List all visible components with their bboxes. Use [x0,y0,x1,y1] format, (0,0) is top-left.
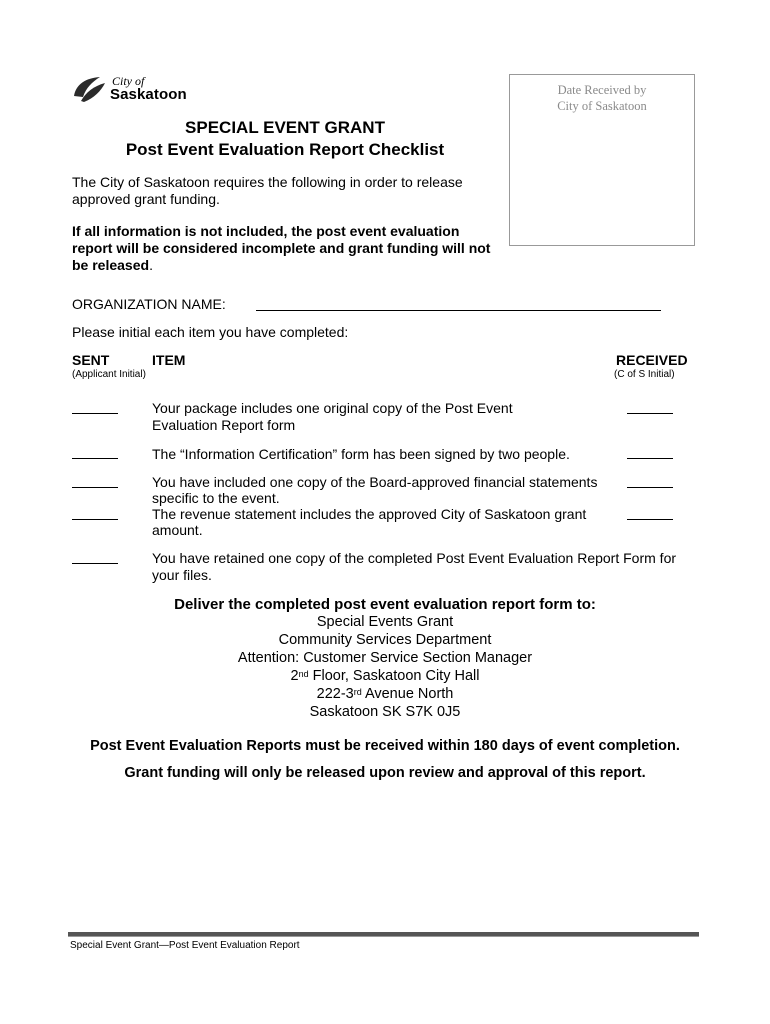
saskatoon-swoosh-icon [72,74,106,104]
item-4-line1: The revenue statement includes the approved City of Saskatoon grant [152,506,587,522]
header-sent-sub: (Applicant Initial) [72,369,146,380]
received-initial-field-3[interactable] [627,487,673,488]
logo-saskatoon: Saskatoon [110,86,187,103]
item-2-line1: The “Information Certification” form has been signed by two people. [152,446,570,462]
deliver-line4-rest: Floor, Saskatoon City Hall [308,668,480,684]
deliver-line4-num: 2 [290,668,299,684]
deliver-line1: Special Events Grant [316,614,454,630]
city-logo [72,74,202,108]
warning-line3 [72,257,153,274]
title-sub: Post Event Evaluation Report Checklist [125,140,445,159]
sent-initial-field-3[interactable] [72,487,118,488]
item-4-line2: amount. [152,522,203,538]
received-initial-field-2[interactable] [627,458,673,459]
deliver-line5-rest: Avenue North [361,686,454,702]
header-received: RECEIVED [616,352,688,368]
warning-line3-text: be released [72,257,150,273]
sent-initial-field-1[interactable] [72,413,118,414]
deliver-line3: Attention: Customer Service Section Manager [237,650,533,666]
notice-funding: Grant funding will only be released upon review and approval of this report. [124,765,646,781]
date-received-line2: City of Saskatoon [557,99,647,113]
warning-line2: report will be considered incomplete and grant funding will not [72,240,491,256]
org-name-label: ORGANIZATION NAME: [72,296,226,312]
deliver-line5-sup: rd [353,687,362,697]
org-name-field[interactable] [256,310,661,311]
footer-text: Special Event Grant—Post Event Evaluation Report [70,940,300,951]
item-5-line2: your files. [152,567,212,583]
deliver-line4-sup: nd [298,669,309,679]
deliver-line4 [0,667,770,685]
header-item: ITEM [152,352,186,368]
warning-line1: If all information is not included, the post event evaluation [72,223,460,239]
warning-line3-period: . [149,257,153,273]
item-5-line1: You have retained one copy of the completed Post Event Evaluation Report Form for [152,550,677,566]
sent-initial-field-2[interactable] [72,458,118,459]
received-initial-field-4[interactable] [627,519,673,520]
intro-line2: approved grant funding. [72,191,220,207]
deliver-heading: Deliver the completed post event evaluation report form to: [174,596,596,613]
date-received-box [509,74,695,246]
deliver-line2: Community Services Department [278,632,492,648]
item-3-line2: specific to the event. [152,490,280,506]
deliver-line6: Saskatoon SK S7K 0J5 [309,704,461,720]
header-received-sub: (C of S Initial) [614,369,675,380]
header-sent: SENT [72,352,110,368]
deliver-line5 [0,685,770,703]
item-3-line1: You have included one copy of the Board-approved financial statements [152,474,598,490]
intro-line1: The City of Saskatoon requires the following in order to release [72,174,463,190]
deliver-line5-num: 222-3 [316,686,354,702]
footer-divider [68,932,699,937]
item-1-line2: Evaluation Report form [152,417,296,433]
date-received-line1: Date Received by [557,83,647,97]
initial-prompt: Please initial each item you have completed: [72,324,349,340]
notice-deadline: Post Event Evaluation Reports must be received within 180 days of event completion. [90,738,680,754]
received-initial-field-1[interactable] [627,413,673,414]
title-main: SPECIAL EVENT GRANT [185,118,385,137]
sent-initial-field-4[interactable] [72,519,118,520]
item-1-line1: Your package includes one original copy of the Post Event [152,400,513,416]
sent-initial-field-5[interactable] [72,563,118,564]
logo-city-of: City of [112,74,145,88]
